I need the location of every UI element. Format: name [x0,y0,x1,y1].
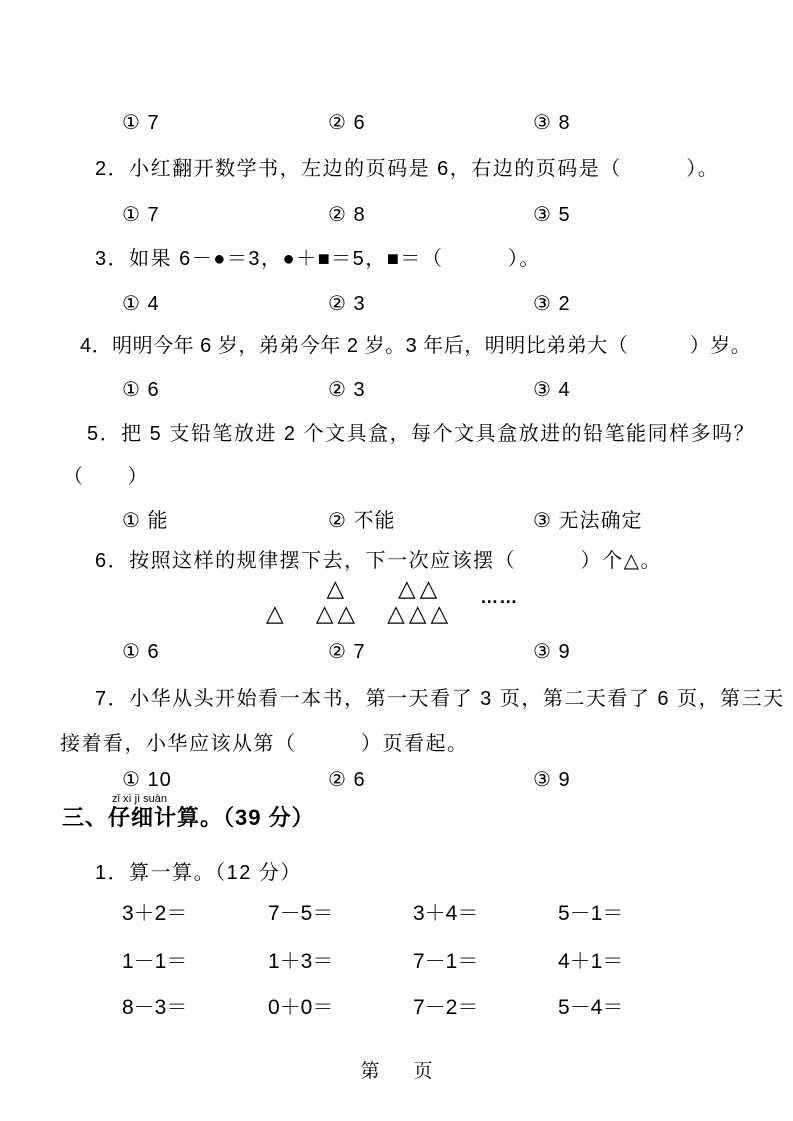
question2-option-2: ② 8 [328,204,366,226]
triangle-group-3 [387,576,448,626]
triangle-icon: △ [419,575,438,601]
question4-option-1: ① 6 [122,379,160,401]
question6-option-2: ② 7 [328,641,366,663]
question1-option-2: ② 6 [328,112,366,134]
question1-options [0,110,793,138]
question1-option-1: ① 7 [122,112,160,134]
question6-options [0,639,793,667]
section3-title-block [108,793,200,831]
calc-title: 1．算一算。（12 分） [95,862,302,884]
section3-pinyin: zǐ xì jì suàn [112,793,168,805]
section3-header [62,793,315,831]
question2-option-3: ③ 5 [533,204,571,226]
triangle-icon: △ [397,575,416,601]
section3-number: 三、 [62,805,109,830]
question7-text-line2: 接着看，小华应该从第（ ）页看起。 [60,733,469,755]
calc-row-3 [0,991,793,1019]
calc-expression: 7－5＝ [268,902,334,925]
question4-option-2: ② 3 [328,379,366,401]
calc-expression: 3＋4＝ [413,902,479,925]
question3-option-3: ③ 2 [533,293,571,315]
triangle-icon: △ [337,600,356,626]
footer-page-suffix: 页 [413,1061,433,1082]
calc-expression: 5－4＝ [558,996,624,1019]
pattern-ellipsis: …… [480,586,519,607]
calc-expression: 1－1＝ [122,950,188,973]
calc-expression: 0＋0＝ [268,996,334,1019]
question7-option-2: ② 6 [328,769,366,791]
calc-expression: 7－1＝ [413,950,479,973]
question5-options [0,504,793,532]
triangle-group-2 [316,576,355,626]
triangle-icon: △ [315,600,334,626]
question3-text: 3．如果 6－●＝3，●＋■＝5，■＝（ ）。 [95,248,541,270]
calc-row-1 [0,897,793,925]
question4-options [0,377,793,405]
calc-expression: 5－1＝ [558,902,624,925]
question3-option-1: ① 4 [122,293,160,315]
calc-row-2 [0,945,793,973]
calc-expression: 4＋1＝ [558,950,624,973]
question4-text: 4．明明今年 6 岁，弟弟今年 2 岁。3 年后，明明比弟弟大（ ）岁。 [80,335,752,357]
question1-option-3: ③ 8 [533,112,571,134]
question6-option-1: ① 6 [122,641,160,663]
question7-option-3: ③ 9 [533,769,571,791]
question7-text-line1: 7．小华从头开始看一本书，第一天看了 3 页，第二天看了 6 页，第三天 [95,688,785,710]
triangle-icon: △ [387,600,405,626]
question2-text: 2．小红翻开数学书，左边的页码是 6，右边的页码是（ ）。 [95,158,720,180]
question4-option-3: ③ 4 [533,379,571,401]
page-footer [0,1056,793,1083]
calc-expression: 1＋3＝ [268,950,334,973]
triangle-icon: △ [326,575,345,601]
footer-page-prefix: 第 [360,1061,380,1082]
question5-answer-blank: （ ） [63,466,149,488]
question5-option-1: ① 能 [122,510,169,532]
question7-options [0,767,793,795]
triangle-pattern [266,576,518,626]
question5-option-3: ③ 无法确定 [533,510,643,532]
question3-options [0,291,793,319]
question6-text: 6．按照这样的规律摆下去，下一次应该摆（ ）个△。 [95,550,663,572]
triangle-icon: △ [430,600,449,626]
triangle-group-1 [266,601,284,626]
section3-title: 仔细计算 [108,805,201,830]
question2-option-1: ① 7 [122,204,160,226]
question5-option-2: ② 不能 [328,510,396,532]
triangle-icon: △ [408,600,427,626]
question7-option-1: ① 10 [122,769,172,791]
triangle-icon: △ [266,600,284,626]
calc-expression: 7－2＝ [413,996,479,1019]
section3-points: 。（39 分） [200,805,315,830]
question6-option-3: ③ 9 [533,641,571,663]
calc-expression: 3＋2＝ [122,902,188,925]
calc-expression: 8－3＝ [122,996,188,1019]
question2-options [0,202,793,230]
question5-text: 5．把 5 支铅笔放进 2 个文具盒，每个文具盒放进的铅笔能同样多吗？ [87,423,756,445]
question3-option-2: ② 3 [328,293,366,315]
